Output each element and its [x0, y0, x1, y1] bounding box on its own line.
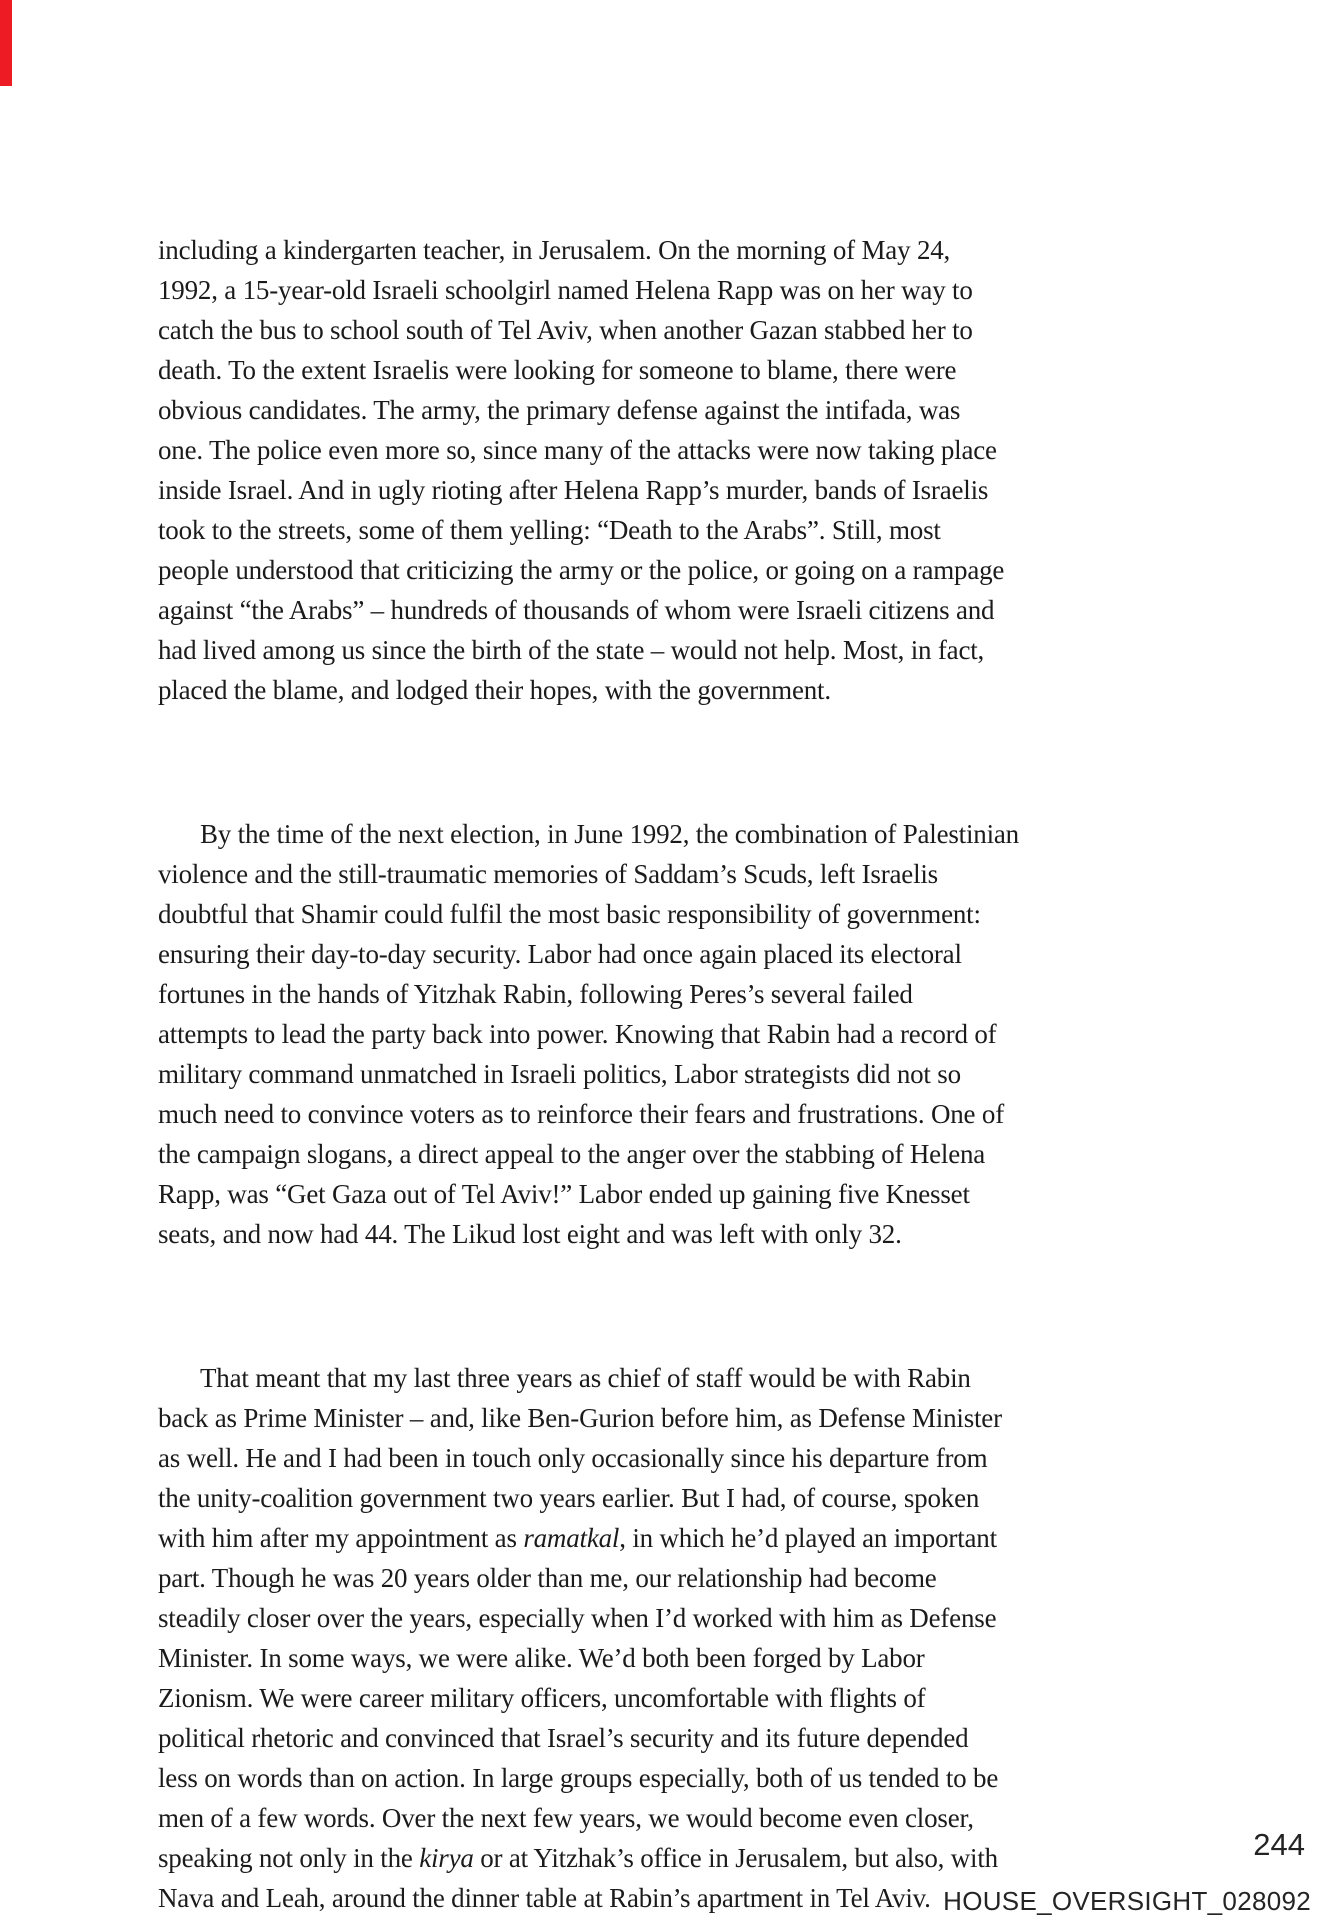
paragraph-2: By the time of the next election, in June 1992, the combination of Palestinian violence and the still-traumatic memories of Saddam’s Scuds, left Israelis doubtful that Shamir could fulfil the most basic responsibility of government: ensuring their day-to-day security. Labor had once again placed its electoral fortunes in the hands of Yitzhak Rabin, following Peres’s several failed attempts to lead the party back into power. Knowing that Rabin had a record of military command unmatched in Israeli politics, Labor strategists did not so much need to convince voters as to reinforce their fears and frustrations. One of the campaign slogans, a direct appeal to the anger over the stabbing of Helena Rapp, was “Get Gaza out of Tel Aviv!” Labor ended up gaining five Knesset seats, and now had 44. The Likud lost eight and was left with only 32. [158, 819, 1019, 1249]
italic-term-ramatkal: ramatkal [523, 1523, 620, 1553]
bates-stamp: HOUSE_OVERSIGHT_028092 [943, 1886, 1311, 1916]
italic-term-kirya: kirya [419, 1843, 474, 1873]
body-text [158, 150, 1258, 1920]
red-edge-scan-mark [0, 0, 12, 86]
paragraph-3-text-3: or at Yitzhak’s office in Jerusalem, but also, with Nava and Leah, around the dinner table at Rabin’s apartment in Tel Aviv. [158, 1843, 998, 1913]
paragraph-3-text-1: That meant that my last three years as chief of staff would be with Rabin back as Prime Minister – and, like Ben-Gurion before him, as Defense Minister as well. He and I had been in touch only occasionally since his departure from the unity-coalition government two years earlier. But I had, of course, spoken with him after my appointment as [158, 1363, 1002, 1553]
paragraph-3 [158, 1358, 1258, 1918]
page-number: 244 [1253, 1827, 1305, 1862]
paragraph-1: including a kindergarten teacher, in Jerusalem. On the morning of May 24, 1992, a 15-year-old Israeli schoolgirl named Helena Rapp was on her way to catch the bus to school south of Tel Aviv, when another Gazan stabbed her to death. To the extent Israelis were looking for someone to blame, there were obvious candidates. The army, the primary defense against the intifada, was one. The police even more so, since many of the attacks were now taking place inside Israel. And in ugly rioting after Helena Rapp’s murder, bands of Israelis took to the streets, some of them yelling: “Death to the Arabs”. Still, most people understood that criticizing the army or the police, or going on a rampage against “the Arabs” – hundreds of thousands of whom were Israeli citizens and had lived among us since the birth of the state – would not help. Most, in fact, placed the blame, and lodged their hopes, with the government. [158, 235, 1005, 705]
paragraph-3-text-2: , in which he’d played an important part. Though he was 20 years older than me, our relationship had become steadily closer over the years, especially when I’d worked with him as Defense Minister. In some ways, we were alike. We’d both been forged by Labor Zionism. We were career military officers, uncomfortable with flights of political rhetoric and convinced that Israel’s security and its future depended less on words than on action. In large groups especially, both of us tended to be men of a few words. Over the next few years, we would become even closer, speaking not only in the [158, 1523, 999, 1873]
